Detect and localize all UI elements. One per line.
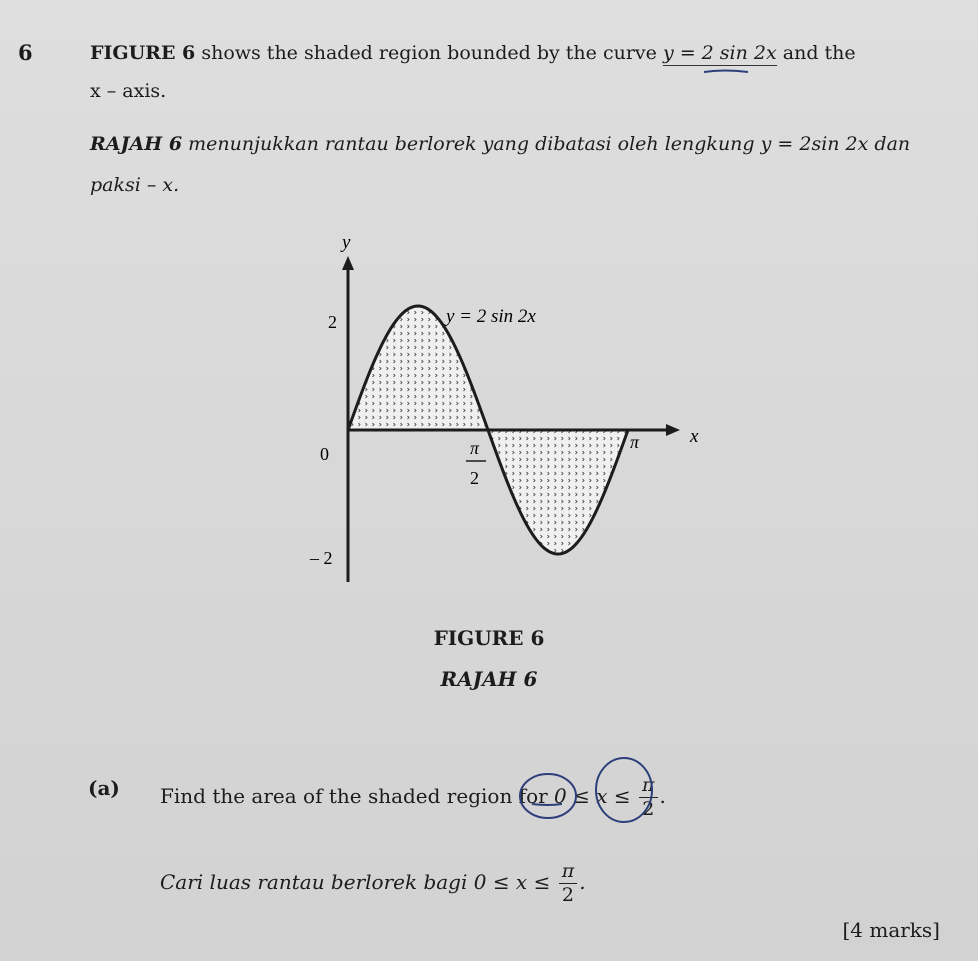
curve-equation: y = 2 sin 2x — [662, 42, 777, 64]
y-tick-neg2: – 2 — [310, 548, 333, 568]
curve-equation-malay: y = 2sin 2x — [760, 133, 869, 155]
pi-over-2-fraction-malay: $\frac{\pi}{2}$ — [559, 862, 578, 905]
pi-label: π — [630, 432, 640, 452]
figure-caption-malay: RAJAH 6 — [440, 667, 538, 691]
question-stem-english-line2: x – axis. — [90, 80, 167, 102]
question-stem-english — [90, 42, 856, 64]
y-tick-2: 2 — [328, 312, 337, 332]
figure-reference: FIGURE 6 — [90, 42, 196, 64]
part-a-condition: 0 ≤ x ≤ — [554, 784, 631, 808]
question-stem-malay — [90, 133, 910, 155]
stem-text-end: and the — [782, 42, 856, 64]
figure-caption-english: FIGURE 6 — [433, 626, 545, 650]
part-a-text-malay: Cari luas rantau berlorek bagi — [160, 870, 468, 894]
part-a-condition-malay: 0 ≤ x ≤ — [473, 870, 551, 894]
pi-half-numerator: π — [470, 438, 480, 458]
shaded-region-negative — [488, 430, 628, 554]
pi-over-2-fraction: $\frac{\pi}{2}$ — [639, 776, 658, 819]
stem-text: shows the shaded region bounded by the curve — [201, 42, 657, 64]
part-a-label: (a) — [88, 776, 120, 800]
question-stem-malay-line2: paksi – x. — [90, 174, 180, 196]
x-axis-label: x — [690, 426, 699, 447]
curve-label: y = 2 sin 2x — [446, 306, 536, 327]
marks-allocation: [4 marks] — [842, 918, 940, 942]
part-a-english: Find the area of the shaded region for 0 ≤ x ≤ $\frac{\pi}{2}$ . — [160, 774, 666, 820]
part-a-malay: Cari luas rantau berlorek bagi 0 ≤ x ≤ $\frac{\pi}{2}$ . — [160, 860, 586, 906]
pi-half-denominator: 2 — [470, 468, 479, 488]
y-axis-arrow-icon — [342, 256, 354, 270]
stem-text-malay-end: dan — [874, 133, 911, 155]
y-axis-label: y — [342, 232, 351, 253]
part-a-text: Find the area of the shaded region for — [160, 784, 548, 808]
figure-reference-malay: RAJAH 6 — [90, 133, 183, 155]
origin-label: 0 — [320, 444, 329, 464]
x-axis-arrow-icon — [666, 424, 680, 436]
question-number: 6 — [18, 40, 33, 65]
stem-text-malay: menunjukkan rantau berlorek yang dibatasi oleh lengkung — [188, 133, 755, 155]
sine-graph — [280, 232, 740, 602]
pen-underline-equation — [704, 71, 748, 73]
